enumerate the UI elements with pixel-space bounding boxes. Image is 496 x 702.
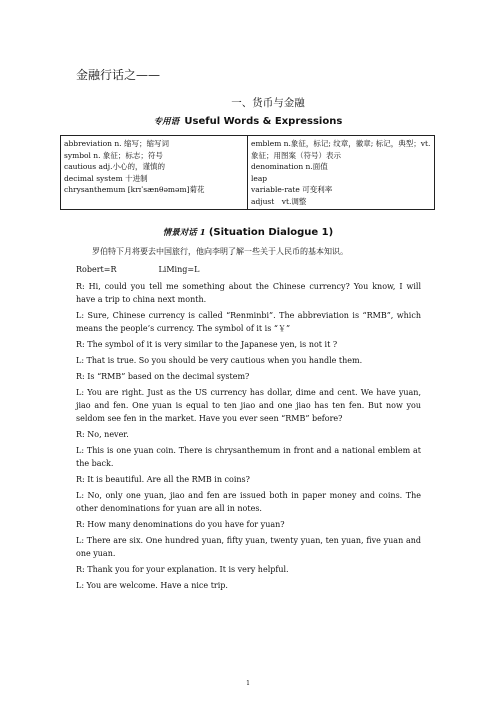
vocab-item: leap [251,173,268,183]
dialogue-intro: 罗伯特下月将要去中国旅行，他向李明了解一些关于人民币的基本知识。 [92,247,348,256]
dialogue-heading-cn: 情景对话 1 [162,228,206,238]
vocab-item: denomination n.面值 [251,162,328,171]
dialogue-line: R: Thank you for your explanation. It is very helpful. [76,565,289,574]
vocab-heading-cn: 专用语 [153,117,180,127]
section-title: 一、货币与金融 [231,97,305,109]
dialogue-line: L: No, only one yuan, jiao and fen are issued both in paper money and coins. The other denominations for yuan are all in notes. [76,491,421,513]
dialogue-body [76,280,421,595]
vocab-item: emblem n.象征，标记; 纹章，徽章; 标记，典型；vt.象征；用图案（符号）表示 [251,139,431,160]
vocab-heading [0,115,496,127]
dialogue-line: R: How many denominations do you have for yuan? [76,520,285,529]
dialogue-line: R: Hi, could you tell me something about the Chinese currency? You know, I will have a trip to china next month. [76,282,421,304]
vocab-heading-en: Useful Words & Expressions [184,116,343,127]
section-heading [0,95,496,110]
vocab-table [60,135,435,210]
vocab-column-left [61,136,248,210]
vocab-item: cautious adj.小心的，谨慎的 [64,162,165,171]
dialogue-line: R: It is beautiful. Are all the RMB in coins? [76,475,250,484]
vocab-item: variable-rate 可变利率 [251,185,333,194]
dialogue-line: R: The symbol of it is very similar to the Japanese yen, is not it ? [76,340,338,349]
vocab-item: abbreviation n. 缩写；缩写词 [64,139,169,148]
page-number: 1 [246,680,250,687]
vocab-item: chrysanthemum [krɪˈsænθəməm]菊花 [64,185,205,194]
dialogue-line: L: This is one yuan coin. There is chrysanthemum in front and a national emblem at the back. [76,446,421,468]
dialogue-line: L: You are right. Just as the US currency has dollar, dime and cent. We have yuan, jiao and fen. One yuan is equal to ten jiao and one jiao has ten fen. But now you seldom see fen in the market. Have you ever seen “RMB” before? [76,388,421,423]
dialogue-line: R: Is “RMB” based on the decimal system? [76,372,250,381]
dialogue-line: L: There are six. One hundred yuan, fifty yuan, twenty yuan, ten yuan, five yuan and one yuan. [76,536,421,558]
speaker-liming: LiMing=L [158,265,200,274]
document-title: 金融行话之—— [76,68,161,82]
dialogue-line: L: You are welcome. Have a nice trip. [76,581,228,590]
vocab-item: decimal system 十进制 [64,173,148,183]
vocab-item: adjust vt.调整 [251,196,307,206]
dialogue-line: L: That is true. So you should be very cautious when you handle them. [76,356,363,365]
speaker-robert: Robert=R [76,265,117,274]
vocab-column-right [248,136,435,210]
vocab-item: symbol n. 象征；标志；符号 [64,150,163,160]
dialogue-heading-en: (Situation Dialogue 1) [208,227,334,238]
speaker-key [76,265,199,274]
dialogue-line: L: Sure, Chinese currency is called “Renminbi”. The abbreviation is “RMB”, which means the people’s currency. The symbol of it is “￥” [76,311,421,333]
dialogue-heading [0,226,496,238]
dialogue-line: R: No, never. [76,430,129,439]
